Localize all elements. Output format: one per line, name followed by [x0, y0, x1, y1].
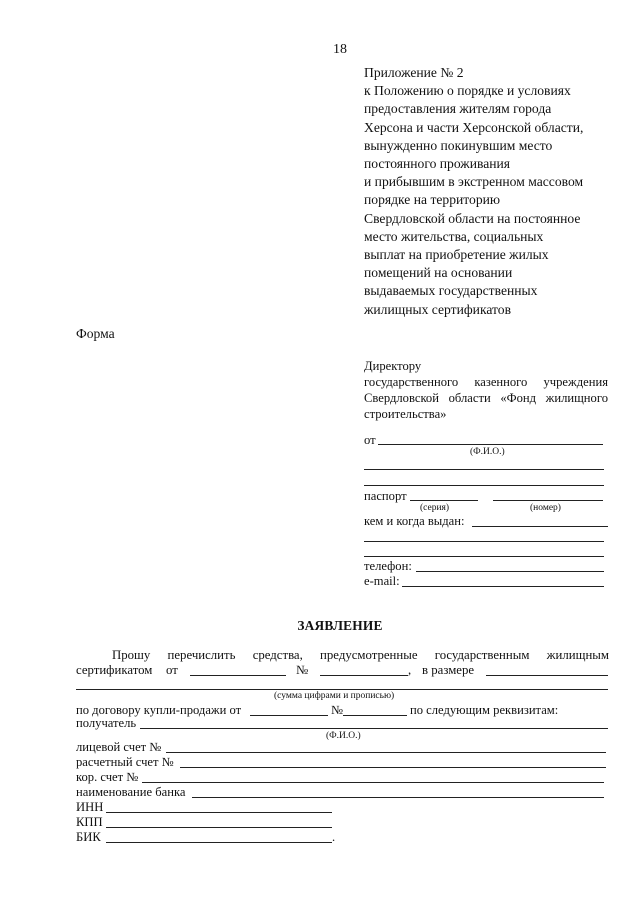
kpp-field[interactable] — [106, 827, 332, 828]
number-hint: (номер) — [530, 503, 561, 513]
email-field[interactable] — [402, 586, 604, 587]
certificate-date-field[interactable] — [190, 675, 286, 676]
form-label: Форма — [76, 326, 115, 341]
phone-label: телефон: — [364, 559, 412, 573]
addressee-org-line: Свердловской области «Фонд жилищного — [364, 391, 608, 405]
addressee-title: Директору — [364, 359, 422, 373]
certificate-comma: , — [408, 663, 412, 677]
page-number: 18 — [333, 42, 347, 57]
amount-hint: (сумма цифрами и прописью) — [274, 691, 395, 701]
recipient-label: получатель — [76, 716, 137, 730]
from-label: от — [364, 433, 376, 447]
amount-words-field[interactable] — [76, 689, 608, 690]
addressee-org-line: государственного казенного учреждения — [364, 375, 608, 389]
inn-field[interactable] — [106, 812, 332, 813]
applicant-name-field[interactable] — [378, 444, 603, 445]
appendix-line: порядке на территорию — [364, 192, 501, 208]
appendix-line: Херсона и части Херсонской области, — [364, 119, 584, 135]
appendix-header — [364, 64, 634, 319]
appendix-line: постоянного проживания — [364, 156, 511, 172]
statement-title: ЗАЯВЛЕНИЕ — [297, 618, 383, 633]
certificate-number-sign: № — [296, 663, 309, 677]
corr-account-label: кор. счет № — [76, 770, 139, 784]
contract-label: по договору купли-продажи от — [76, 703, 242, 717]
inn-label: ИНН — [76, 800, 104, 814]
bank-name-label: наименование банка — [76, 785, 186, 799]
applicant-name-field-3[interactable] — [364, 485, 604, 486]
amount-field[interactable] — [486, 675, 608, 676]
statement-intro — [76, 648, 609, 663]
certificate-from-label: от — [166, 663, 178, 677]
addressee-block — [364, 358, 608, 422]
appendix-line: жилищных сертификатов — [364, 301, 512, 317]
issued-by-label: кем и когда выдан: — [364, 514, 465, 528]
requisites-label: по следующим реквизитам: — [410, 703, 559, 717]
recipient-fio-hint: (Ф.И.О.) — [326, 731, 361, 741]
appendix-line: к Положению о порядке и условиях — [364, 83, 571, 99]
appendix-line: помещений на основании — [364, 265, 513, 281]
contract-number-sign: № — [331, 703, 344, 717]
amount-label: в размере — [422, 663, 475, 677]
statement-intro-text: Прошу перечислить средства, предусмотренные государственным жилищным — [112, 648, 609, 662]
bank-name-field[interactable] — [192, 797, 604, 798]
settlement-account-label: расчетный счет № — [76, 755, 174, 769]
series-hint: (серия) — [420, 503, 450, 513]
appendix-line: Приложение № 2 — [364, 65, 464, 80]
settlement-account-field[interactable] — [180, 767, 606, 768]
personal-account-field[interactable] — [166, 752, 606, 753]
personal-account-label: лицевой счет № — [76, 740, 162, 754]
certificate-label: сертификатом — [76, 663, 153, 677]
appendix-line: Свердловской области на постоянное — [364, 210, 581, 226]
addressee-org-line: строительства» — [364, 407, 447, 421]
issued-by-field-2[interactable] — [364, 541, 604, 542]
appendix-line: предоставления жителям города — [364, 101, 552, 117]
corr-account-field[interactable] — [142, 782, 604, 783]
appendix-line: выплат на приобретение жилых — [364, 247, 549, 263]
phone-field[interactable] — [416, 571, 604, 572]
contract-date-field[interactable] — [250, 715, 328, 716]
email-label: e-mail: — [364, 574, 400, 588]
bik-field[interactable] — [106, 842, 332, 843]
issued-by-field[interactable] — [472, 526, 608, 527]
applicant-name-field-2[interactable] — [364, 469, 604, 470]
fio-hint: (Ф.И.О.) — [470, 447, 505, 457]
passport-label: паспорт — [364, 489, 407, 503]
passport-series-field[interactable] — [410, 500, 478, 501]
kpp-label: КПП — [76, 815, 103, 829]
bik-period: . — [332, 830, 336, 844]
recipient-field[interactable] — [140, 728, 608, 729]
contract-number-field[interactable] — [343, 715, 407, 716]
issued-by-field-3[interactable] — [364, 556, 604, 557]
bik-label: БИК — [76, 830, 101, 844]
appendix-line: место жительства, социальных — [364, 228, 544, 244]
appendix-line: и прибывшим в экстренном массовом — [364, 174, 584, 190]
certificate-number-field[interactable] — [320, 675, 408, 676]
appendix-line: вынужденно покинувшим место — [364, 137, 553, 153]
appendix-line: выдаваемых государственных — [364, 283, 538, 299]
passport-number-field[interactable] — [493, 500, 603, 501]
